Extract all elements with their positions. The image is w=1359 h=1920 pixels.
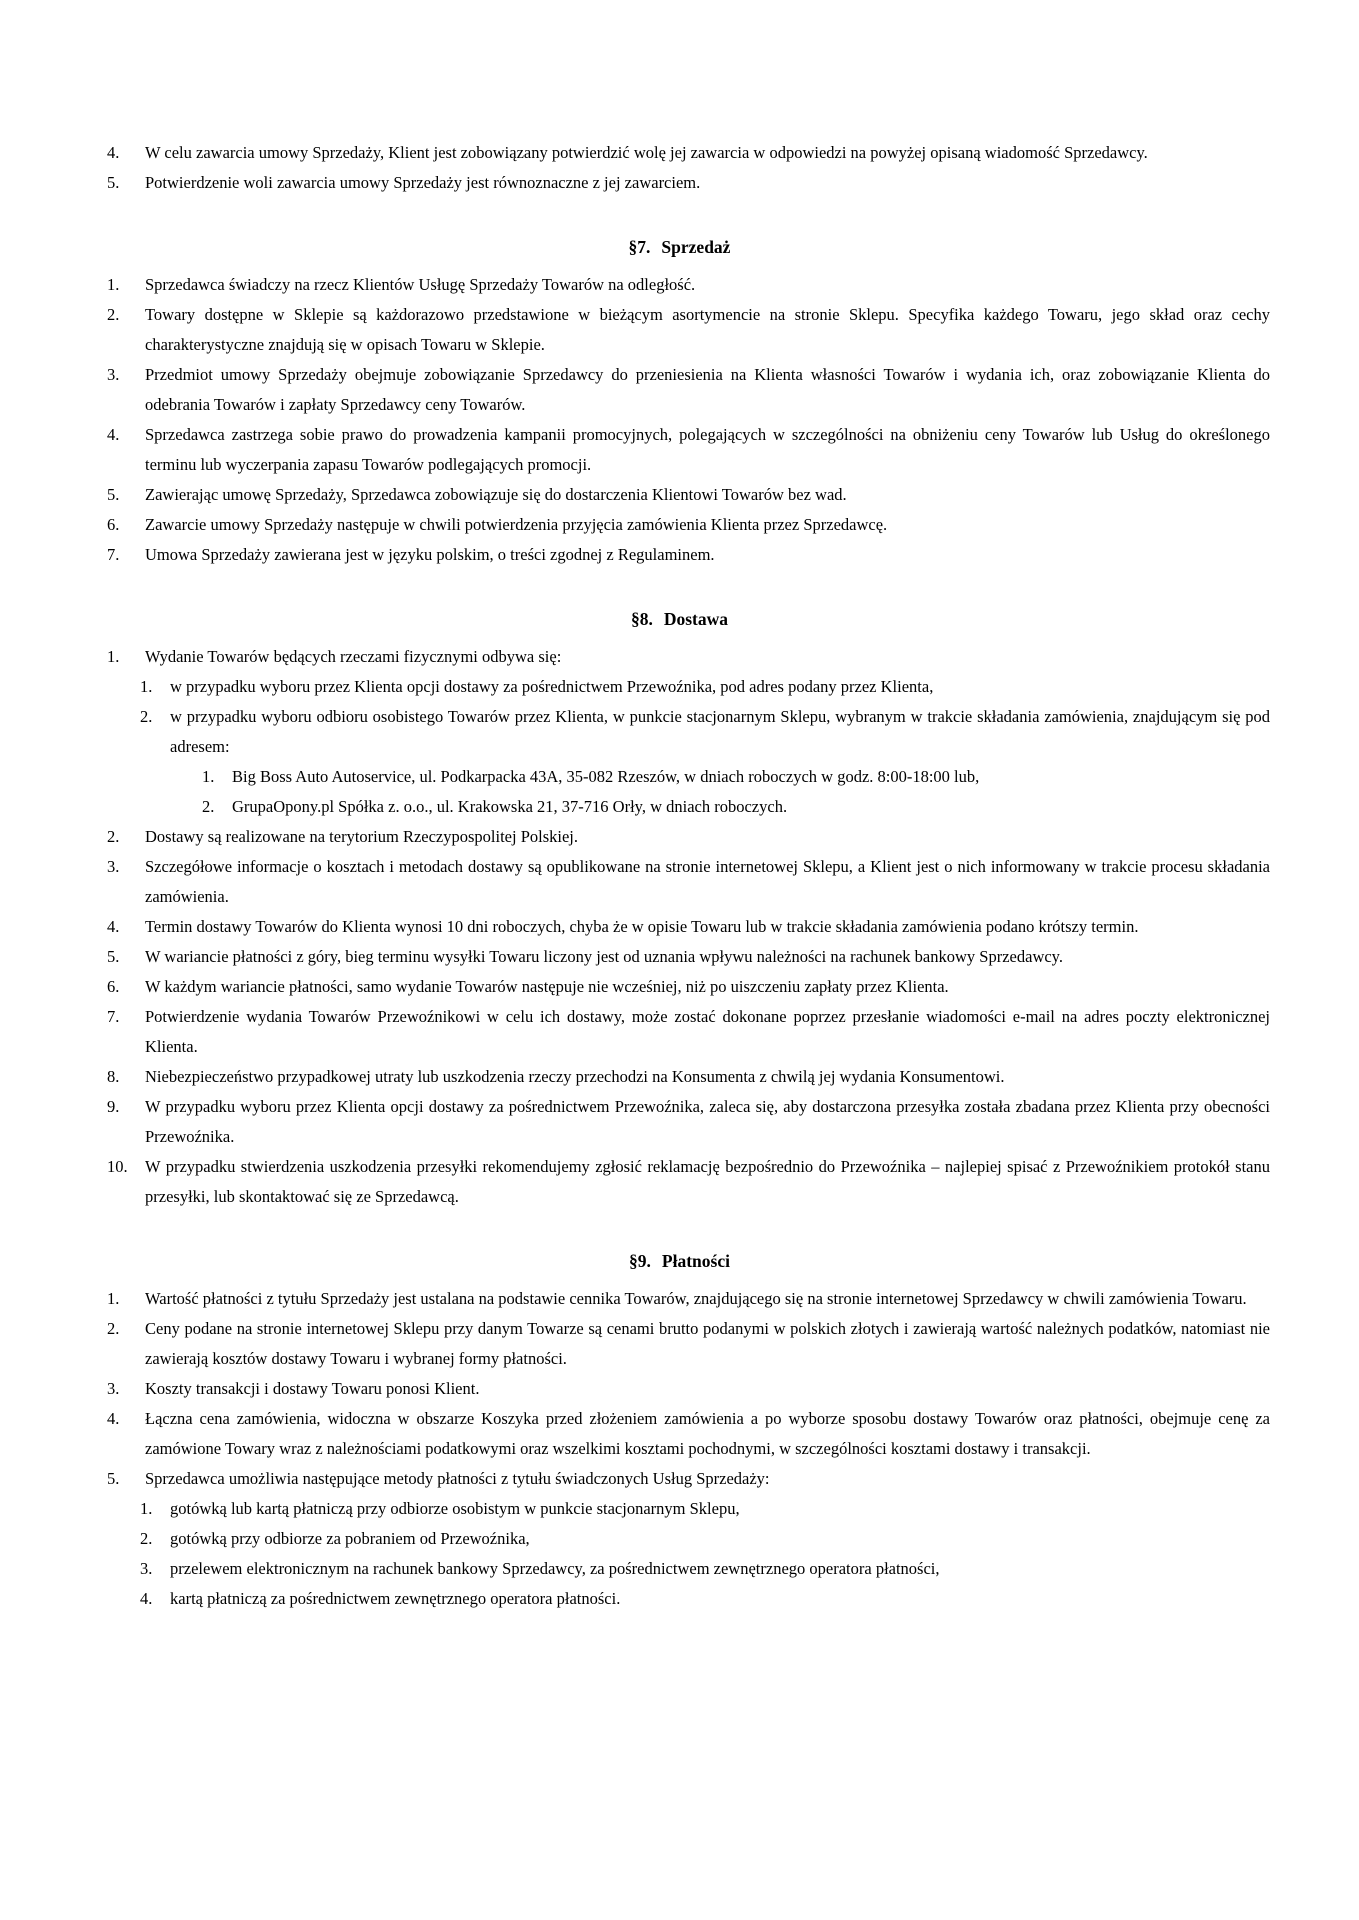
item-text: Sprzedawca umożliwia następujące metody płatności z tytułu świadczonych Usług Sprzedaży: bbox=[145, 1469, 770, 1488]
item-text: Koszty transakcji i dostawy Towaru ponosi Klient. bbox=[145, 1379, 480, 1398]
list-item bbox=[89, 420, 1270, 480]
list-item bbox=[89, 1464, 1270, 1494]
item-text: przelewem elektronicznym na rachunek bankowy Sprzedawcy, za pośrednictwem zewnętrznego operatora płatności, bbox=[170, 1559, 940, 1578]
item-text: Potwierdzenie woli zawarcia umowy Sprzedaży jest równoznaczne z jej zawarciem. bbox=[145, 173, 701, 192]
list-item bbox=[89, 1002, 1270, 1062]
item-text: Zawierając umowę Sprzedaży, Sprzedawca zobowiązuje się do dostarczenia Klientowi Towarów bez wad. bbox=[145, 485, 847, 504]
section-list bbox=[89, 642, 1270, 1212]
item-number: 5. bbox=[107, 173, 120, 192]
item-text: W przypadku wyboru przez Klienta opcji dostawy za pośrednictwem Przewoźnika, zaleca się, aby dostarczona przesyłka została zbadana przez Klienta przy obecności Przewoźnika. bbox=[145, 1097, 1270, 1146]
item-number: 7. bbox=[107, 1007, 120, 1026]
list-item bbox=[89, 138, 1270, 168]
item-number: 3. bbox=[107, 857, 120, 876]
list-item bbox=[89, 1584, 1270, 1614]
item-number: 8. bbox=[107, 1067, 120, 1086]
section-heading bbox=[89, 604, 1270, 634]
section-number: §9. bbox=[629, 1251, 651, 1271]
list-item bbox=[89, 1374, 1270, 1404]
list-item bbox=[89, 792, 1270, 822]
item-text: W wariancie płatności z góry, bieg terminu wysyłki Towaru liczony jest od uznania wpływu należności na rachunek bankowy Sprzedawcy. bbox=[145, 947, 1063, 966]
section-number: §7. bbox=[628, 237, 651, 257]
list-item bbox=[89, 912, 1270, 942]
list-item bbox=[89, 702, 1270, 762]
item-number: 4. bbox=[107, 425, 120, 444]
item-text: Dostawy są realizowane na terytorium Rzeczypospolitej Polskiej. bbox=[145, 827, 579, 846]
item-number: 4. bbox=[140, 1589, 153, 1608]
item-number: 2. bbox=[140, 1529, 153, 1548]
item-text: Wydanie Towarów będących rzeczami fizycznymi odbywa się: bbox=[145, 647, 562, 666]
list-item bbox=[89, 540, 1270, 570]
item-text: kartą płatniczą za pośrednictwem zewnętrznego operatora płatności. bbox=[170, 1589, 621, 1608]
item-number: 4. bbox=[107, 917, 120, 936]
list-item bbox=[89, 822, 1270, 852]
list-item bbox=[89, 510, 1270, 540]
list-item bbox=[89, 1554, 1270, 1584]
item-number: 2. bbox=[140, 707, 153, 726]
intro-list bbox=[89, 138, 1270, 198]
item-number: 4. bbox=[107, 1409, 120, 1428]
item-text: Łączna cena zamówienia, widoczna w obszarze Koszyka przed złożeniem zamówienia a po wyborze sposobu dostawy Towarów oraz płatności, obejmuje cenę za zamówione Towary wraz z należnościami podatkowymi oraz wszelkimi kosztami pochodnymi, w szczególności kosztami dostawy i transakcji. bbox=[145, 1409, 1270, 1458]
item-text: W celu zawarcia umowy Sprzedaży, Klient jest zobowiązany potwierdzić wolę jej zawarcia w odpowiedzi na powyżej opisaną wiadomość Sprzedawcy. bbox=[145, 143, 1148, 162]
item-number: 1. bbox=[107, 647, 120, 666]
list-item bbox=[89, 942, 1270, 972]
list-item bbox=[89, 1314, 1270, 1374]
section-sprzedaz bbox=[89, 232, 1270, 570]
item-number: 3. bbox=[140, 1559, 153, 1578]
list-item bbox=[89, 972, 1270, 1002]
section-heading bbox=[89, 232, 1270, 262]
item-text: Big Boss Auto Autoservice, ul. Podkarpacka 43A, 35-082 Rzeszów, w dniach roboczych w godz. 8:00-18:00 lub, bbox=[232, 767, 980, 786]
item-text: Szczegółowe informacje o kosztach i metodach dostawy są opublikowane na stronie internetowej Sklepu, a Klient jest o nich informowany w trakcie procesu składania zamówienia. bbox=[145, 857, 1270, 906]
list-item bbox=[89, 852, 1270, 912]
item-text: Termin dostawy Towarów do Klienta wynosi 10 dni roboczych, chyba że w opisie Towaru lub w trakcie składania zamówienia podano krótszy termin. bbox=[145, 917, 1139, 936]
section-list bbox=[89, 270, 1270, 570]
section-title: Dostawa bbox=[663, 609, 729, 629]
item-number: 5. bbox=[107, 947, 120, 966]
item-text: Sprzedawca zastrzega sobie prawo do prowadzenia kampanii promocyjnych, polegających w szczególności na obniżeniu ceny Towarów lub Usług do określonego terminu lub wyczerpania zapasu Towarów podlegających promocji. bbox=[145, 425, 1270, 474]
item-number: 3. bbox=[107, 365, 120, 384]
item-text: Ceny podane na stronie internetowej Sklepu przy danym Towarze są cenami brutto podanymi w polskich złotych i zawierają wartość należnych podatków, natomiast nie zawierają kosztów dostawy Towaru i wybranej formy płatności. bbox=[145, 1319, 1270, 1368]
item-number: 1. bbox=[202, 767, 215, 786]
item-text: W przypadku stwierdzenia uszkodzenia przesyłki rekomendujemy zgłosić reklamację bezpośrednio do Przewoźnika – najlepiej spisać z Przewoźnikiem protokół stanu przesyłki, lub skontaktować się ze Sprzedawcą. bbox=[145, 1157, 1270, 1206]
item-text: gotówką przy odbiorze za pobraniem od Przewoźnika, bbox=[170, 1529, 530, 1548]
item-number: 1. bbox=[107, 1289, 120, 1308]
item-text: w przypadku wyboru odbioru osobistego Towarów przez Klienta, w punkcie stacjonarnym Sklepu, wybranym w trakcie składania zamówienia, znajdującym się pod adresem: bbox=[170, 707, 1270, 756]
item-text: Sprzedawca świadczy na rzecz Klientów Usługę Sprzedaży Towarów na odległość. bbox=[145, 275, 696, 294]
list-item bbox=[89, 360, 1270, 420]
item-text: Towary dostępne w Sklepie są każdorazowo przedstawione w bieżącym asortymencie na stronie Sklepu. Specyfika każdego Towaru, jego skład oraz cechy charakterystyczne znajdują się w opisach Towaru w Sklepie. bbox=[145, 305, 1270, 354]
list-item bbox=[89, 1152, 1270, 1212]
list-item bbox=[89, 672, 1270, 702]
section-number: §8. bbox=[630, 609, 653, 629]
section-heading bbox=[89, 1246, 1270, 1276]
item-number: 9. bbox=[107, 1097, 120, 1116]
item-number: 1. bbox=[107, 275, 120, 294]
item-number: 1. bbox=[140, 677, 153, 696]
item-number: 4. bbox=[107, 143, 120, 162]
list-item bbox=[89, 1404, 1270, 1464]
item-text: Niebezpieczeństwo przypadkowej utraty lub uszkodzenia rzeczy przechodzi na Konsumenta z chwilą jej wydania Konsumentowi. bbox=[145, 1067, 1005, 1086]
item-number: 3. bbox=[107, 1379, 120, 1398]
item-text: Zawarcie umowy Sprzedaży następuje w chwili potwierdzenia przyjęcia zamówienia Klienta przez Sprzedawcę. bbox=[145, 515, 888, 534]
list-item bbox=[89, 300, 1270, 360]
item-text: gotówką lub kartą płatniczą przy odbiorze osobistym w punkcie stacjonarnym Sklepu, bbox=[170, 1499, 740, 1518]
section-list bbox=[89, 1284, 1270, 1614]
list-item bbox=[89, 762, 1270, 792]
item-text: W każdym wariancie płatności, samo wydanie Towarów następuje nie wcześniej, niż po uiszczeniu zapłaty przez Klienta. bbox=[145, 977, 949, 996]
item-number: 2. bbox=[107, 305, 120, 324]
item-text: Umowa Sprzedaży zawierana jest w języku polskim, o treści zgodnej z Regulaminem. bbox=[145, 545, 715, 564]
item-number: 1. bbox=[140, 1499, 153, 1518]
item-number: 10. bbox=[107, 1157, 128, 1176]
list-item bbox=[89, 168, 1270, 198]
section-dostawa bbox=[89, 604, 1270, 1212]
list-item bbox=[89, 1062, 1270, 1092]
list-item bbox=[89, 480, 1270, 510]
item-number: 6. bbox=[107, 977, 120, 996]
item-text: GrupaOpony.pl Spółka z. o.o., ul. Krakowska 21, 37-716 Orły, w dniach roboczych. bbox=[232, 797, 788, 816]
section-platnosci bbox=[89, 1246, 1270, 1614]
item-number: 5. bbox=[107, 485, 120, 504]
item-text: w przypadku wyboru przez Klienta opcji dostawy za pośrednictwem Przewoźnika, pod adres podany przez Klienta, bbox=[170, 677, 934, 696]
item-text: Potwierdzenie wydania Towarów Przewoźnikowi w celu ich dostawy, może zostać dokonane poprzez przesłanie wiadomości e-mail na adres poczty elektronicznej Klienta. bbox=[145, 1007, 1270, 1056]
item-number: 5. bbox=[107, 1469, 120, 1488]
item-text: Przedmiot umowy Sprzedaży obejmuje zobowiązanie Sprzedawcy do przeniesienia na Klienta własności Towarów i wydania ich, oraz zobowiązanie Klienta do odebrania Towarów i zapłaty Sprzedawcy ceny Towarów. bbox=[145, 365, 1270, 414]
item-number: 6. bbox=[107, 515, 120, 534]
section-title: Sprzedaż bbox=[661, 237, 731, 257]
list-item bbox=[89, 1092, 1270, 1152]
item-number: 7. bbox=[107, 545, 120, 564]
list-item bbox=[89, 270, 1270, 300]
list-item bbox=[89, 642, 1270, 672]
list-item bbox=[89, 1524, 1270, 1554]
list-item bbox=[89, 1494, 1270, 1524]
item-text: Wartość płatności z tytułu Sprzedaży jest ustalana na podstawie cennika Towarów, znajdującego się na stronie internetowej Sprzedawcy w chwili zamówienia Towaru. bbox=[145, 1289, 1247, 1308]
item-number: 2. bbox=[107, 1319, 120, 1338]
item-number: 2. bbox=[202, 797, 215, 816]
item-number: 2. bbox=[107, 827, 120, 846]
section-title: Płatności bbox=[661, 1251, 730, 1271]
list-item bbox=[89, 1284, 1270, 1314]
